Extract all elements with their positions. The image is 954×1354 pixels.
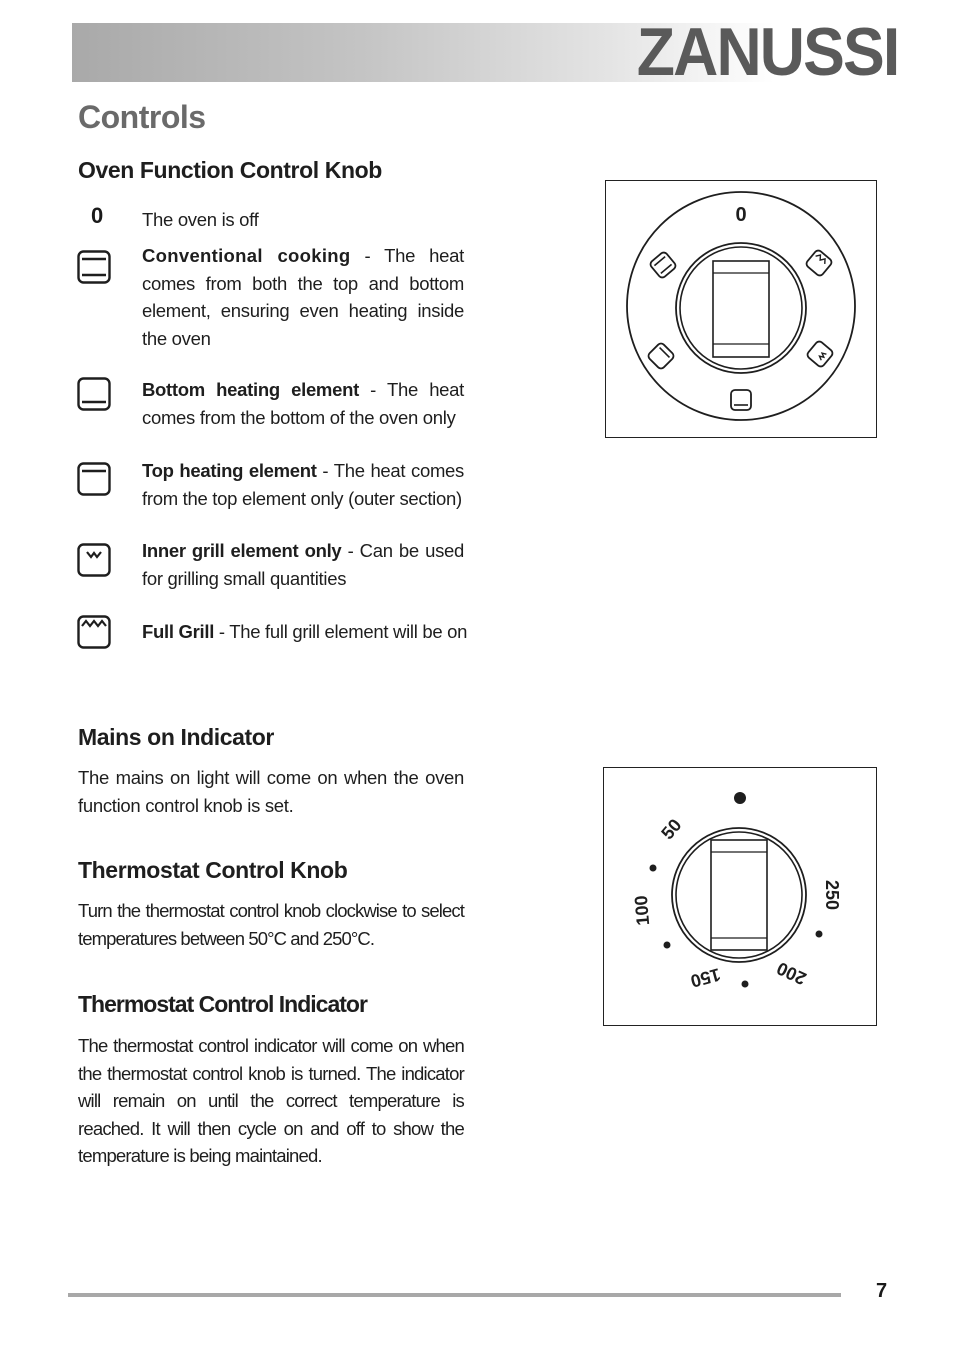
bottom-heating-icon: [77, 377, 111, 411]
thermo-label-50: 50: [657, 815, 686, 844]
dial-conventional-icon: [649, 251, 677, 279]
bottom-heating-desc: - The heat comes from the bottom of the oven only: [142, 379, 464, 428]
full-grill-icon: [77, 615, 111, 649]
top-heating-desc: - The heat comes from the top element only (outer section): [142, 460, 464, 509]
dial-full-grill-icon: [805, 249, 833, 277]
thermo-label-100: 100: [630, 894, 654, 927]
thermo-tick-dot: [816, 931, 823, 938]
top-heating-text: [142, 457, 464, 512]
thermo-label-150: 150: [688, 964, 723, 992]
thermostat-indicator-text: The thermostat control indicator will come on when the thermostat control knob is turned. The indicator will remain on until the correct temperature is reached. It will then cycle on and off to show the temperature is being maintained.: [78, 1035, 464, 1166]
thermo-off-dot: [734, 792, 746, 804]
thermostat-dial-figure: [603, 767, 877, 1026]
full-grill-text: [142, 618, 472, 646]
page-number: 7: [876, 1280, 888, 1302]
thermo-label-200: 200: [773, 958, 810, 989]
oven-function-dial-figure: [605, 180, 877, 438]
thermostat-dial: [604, 768, 876, 1025]
bottom-heating-title: Bottom heating element: [142, 379, 359, 400]
dial-zero-label: 0: [735, 204, 747, 226]
thermostat-indicator-heading: Thermostat Control Indicator: [78, 991, 367, 1017]
brand-logo: ZANUSSI: [636, 14, 898, 90]
knob-handle: [713, 261, 769, 357]
page-title: Controls: [78, 99, 206, 135]
full-grill-title: Full Grill: [142, 621, 215, 642]
conventional-cooking-icon: [77, 250, 111, 284]
bottom-heating-text: [142, 376, 464, 431]
thermo-tick-dot: [742, 981, 749, 988]
dial-inner-grill-icon: [806, 340, 834, 368]
thermo-label-250: 250: [822, 879, 842, 911]
thermostat-knob-heading: Thermostat Control Knob: [78, 857, 348, 883]
mains-text: The mains on light will come on when the oven function control knob is set.: [78, 767, 464, 816]
dial-bottom-heating-icon: [731, 390, 751, 410]
thermostat-knob-text: Turn the thermostat control knob clockwise to select temperatures between 50°C and 250°C.: [78, 900, 464, 949]
footer-rule: [68, 1293, 841, 1297]
mains-heading: Mains on Indicator: [78, 724, 274, 750]
oven-off-symbol: 0: [91, 203, 104, 228]
inner-grill-title: Inner grill element only: [142, 540, 342, 561]
top-heating-title: Top heating element: [142, 460, 317, 481]
thermo-tick-dot: [650, 865, 657, 872]
conventional-cooking-title: Conventional cooking: [142, 245, 351, 266]
oven-function-dial: [606, 181, 876, 437]
oven-off-text: The oven is off: [142, 209, 259, 230]
thermo-knob-handle: [711, 840, 767, 950]
inner-grill-icon: [77, 543, 111, 577]
full-grill-desc: - The full grill element will be on: [214, 621, 468, 642]
conventional-cooking-text: [142, 242, 464, 352]
conventional-cooking-desc: - The heat comes from both the top and bottom element, ensuring even heating inside the oven: [142, 245, 464, 349]
oven-function-heading: Oven Function Control Knob: [78, 157, 382, 183]
top-heating-icon: [77, 462, 111, 496]
inner-grill-desc: - Can be used for grilling small quantities: [142, 540, 464, 589]
inner-grill-text: [142, 537, 464, 592]
dial-top-heating-icon: [647, 342, 675, 370]
thermo-tick-dot: [664, 942, 671, 949]
